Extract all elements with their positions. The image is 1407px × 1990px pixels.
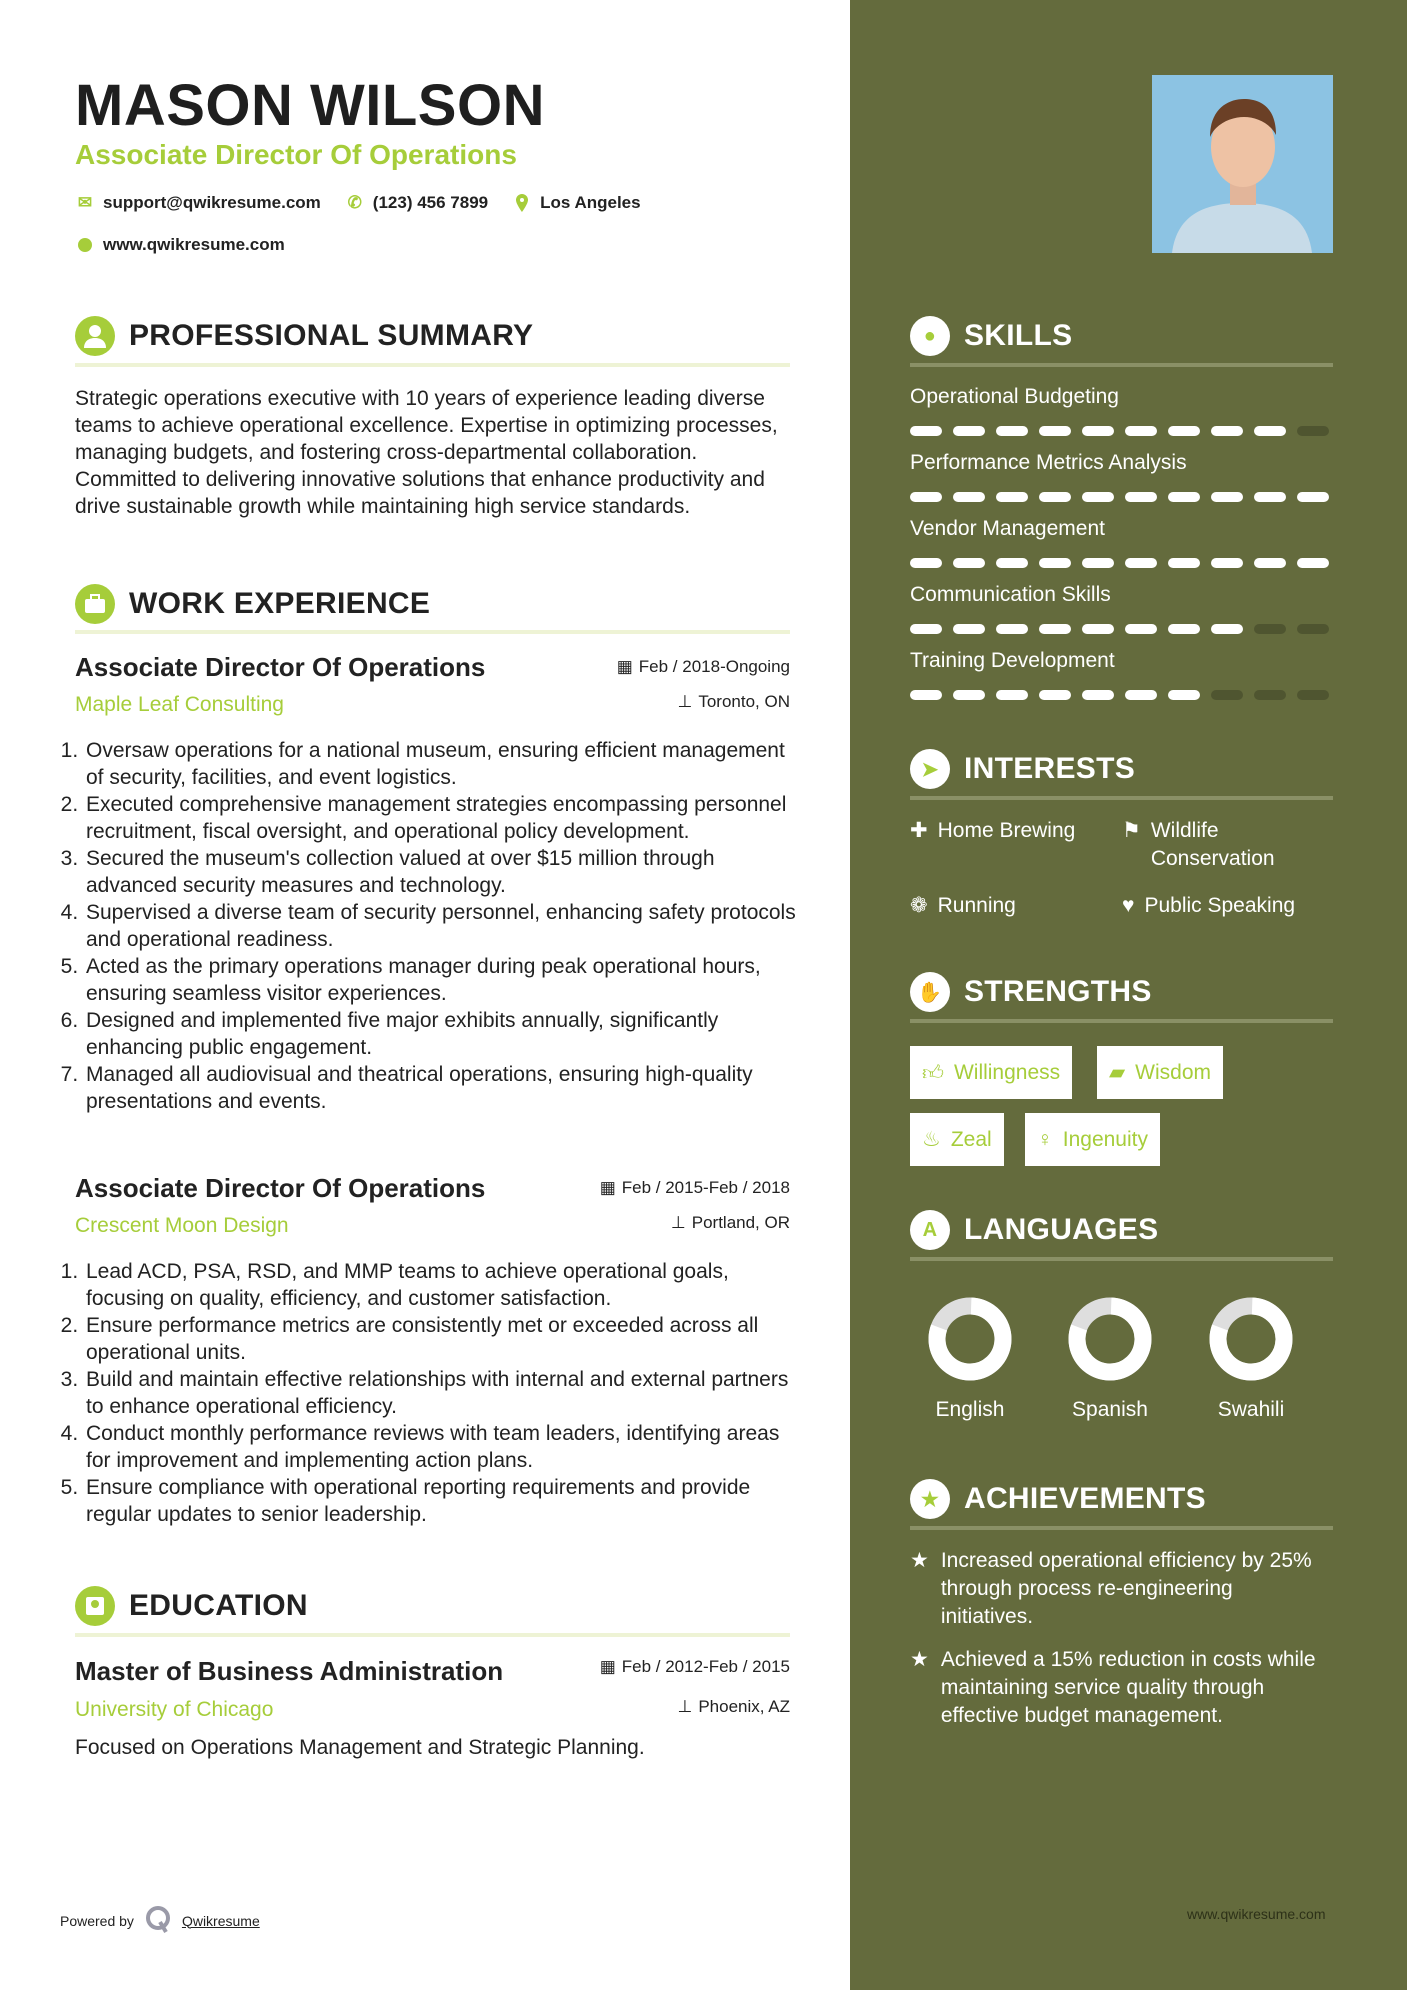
interest-label: Public Speaking xyxy=(1144,894,1296,917)
skill-dash xyxy=(1168,558,1200,568)
strength-chip xyxy=(1025,1113,1160,1166)
phone-icon: ✆ xyxy=(347,193,362,212)
skill-name: Vendor Management xyxy=(910,517,1105,540)
divider xyxy=(910,1019,1333,1023)
skills-heading-text: SKILLS xyxy=(964,319,1073,352)
job-bullet: 1. Lead ACD, PSA, RSD, and MMP teams to achieve operational goals, focusing on quality, efficiency, and customer satisfaction. xyxy=(84,1258,797,1312)
skill-dash xyxy=(910,492,942,502)
skill-dash xyxy=(996,558,1028,568)
lightbulb-icon: ♀ xyxy=(1037,1127,1053,1151)
school: University of Chicago xyxy=(75,1698,274,1721)
qwikresume-link[interactable]: Qwikresume xyxy=(181,1912,260,1929)
achievements-heading-text: ACHIEVEMENTS xyxy=(964,1482,1206,1515)
interest-label: Wildlife Conservation xyxy=(1150,819,1275,870)
skill-dash xyxy=(1168,624,1200,634)
interest-item xyxy=(1122,817,1322,873)
skill-dash xyxy=(1211,558,1243,568)
skill-dash xyxy=(1168,492,1200,502)
map-pin-icon xyxy=(512,193,532,213)
skill-dash xyxy=(1254,558,1286,568)
powered-by-text: Powered by xyxy=(60,1912,134,1929)
language-donut xyxy=(925,1294,1015,1384)
skill-dash xyxy=(996,426,1028,436)
summary-text: Strategic operations executive with 10 years of experience leading diverse teams to achieve operational excellence. Expertise in optimizing processes, managing budgets, and fostering cross-departmental collaboration. Committed to delivering innovative solutions that enhance productivity and drive sustainable growth while maintaining high service standards. xyxy=(75,387,778,518)
divider xyxy=(910,1257,1333,1261)
flag-icon: ⚑ xyxy=(1122,819,1141,842)
job-role: Associate Director Of Operations xyxy=(75,652,486,682)
calendar-icon: ▦ xyxy=(599,1178,616,1197)
skill-dash xyxy=(1039,624,1071,634)
skill-dash xyxy=(910,690,942,700)
skill-dash xyxy=(1125,558,1157,568)
star-icon: ★ xyxy=(910,1648,929,1671)
skill-dash xyxy=(1082,690,1114,700)
interest-item xyxy=(1122,892,1322,920)
skill-dash xyxy=(1211,624,1243,634)
pin-icon: ⊥ xyxy=(677,692,693,711)
summary-heading xyxy=(75,316,533,356)
strength-chip xyxy=(1097,1046,1223,1099)
strength-label: Wisdom xyxy=(1135,1060,1211,1084)
skill-dash xyxy=(953,690,985,700)
skill-dash xyxy=(1039,558,1071,568)
divider xyxy=(75,1633,790,1637)
language-donut xyxy=(1206,1294,1296,1384)
strength-label: Willingness xyxy=(953,1060,1061,1084)
strength-chip xyxy=(910,1046,1072,1099)
job-bullets xyxy=(67,737,797,1115)
job-bullet: 7. Managed all audiovisual and theatrical operations, ensuring high-quality presentations and events. xyxy=(84,1061,797,1115)
divider xyxy=(910,796,1333,800)
candidate-name: MASON WILSON xyxy=(75,73,545,138)
job-bullet: 2. Executed comprehensive management strategies encompassing personnel recruitment, fiscal oversight, and operational policy development. xyxy=(84,791,797,845)
skill-dash xyxy=(953,558,985,568)
job-company: Maple Leaf Consulting xyxy=(75,693,284,716)
user-icon xyxy=(75,316,115,356)
skill-dash xyxy=(1297,426,1329,436)
website-link[interactable]: www.qwikresume.com xyxy=(103,235,285,254)
job-bullet: 1. Oversaw operations for a national museum, ensuring efficient management of security, facilities, and event logistics. xyxy=(84,737,797,791)
skill-dash xyxy=(1082,426,1114,436)
skill-dash xyxy=(1125,690,1157,700)
summary-heading-text: PROFESSIONAL SUMMARY xyxy=(129,319,534,352)
work-heading-text: WORK EXPERIENCE xyxy=(129,587,431,620)
strengths-heading xyxy=(910,972,1152,1012)
interests-heading-text: INTERESTS xyxy=(964,752,1136,785)
job-bullet: 6. Designed and implemented five major exhibits annually, significantly enhancing public engagement. xyxy=(84,1007,797,1061)
job-bullet: 3. Secured the museum's collection valued at over $15 million through advanced security measures and technology. xyxy=(84,845,797,899)
graduate-icon xyxy=(75,1586,115,1626)
interests-heading xyxy=(910,749,1135,789)
fire-icon: ♨ xyxy=(922,1128,941,1151)
divider xyxy=(910,363,1333,367)
interest-item xyxy=(910,817,1110,845)
education-dates: ▦ Feb / 2012-Feb / 2015 xyxy=(599,1657,790,1676)
job-dates-text: Feb / 2015-Feb / 2018 xyxy=(621,1178,790,1197)
languages-heading-text: LANGUAGES xyxy=(964,1213,1159,1246)
interest-item xyxy=(910,892,1110,920)
skill-dash xyxy=(1297,690,1329,700)
divider xyxy=(910,1526,1333,1530)
achievements-heading xyxy=(910,1479,1206,1519)
footer-powered xyxy=(60,1904,260,1937)
skill-dash xyxy=(1297,492,1329,502)
language-icon: A xyxy=(910,1210,950,1250)
interest-label: Home Brewing xyxy=(937,819,1076,842)
divider xyxy=(75,363,790,367)
skill-dash xyxy=(1254,624,1286,634)
skill-dash xyxy=(953,492,985,502)
strengths-heading-text: STRENGTHS xyxy=(964,975,1152,1008)
skill-dash xyxy=(1125,492,1157,502)
languages-heading xyxy=(910,1210,1158,1250)
job-location xyxy=(678,692,790,712)
skill-dash xyxy=(1125,426,1157,436)
skill-level-bar xyxy=(910,426,1329,436)
skill-level-bar xyxy=(910,624,1329,634)
education-heading xyxy=(75,1586,308,1626)
pin-icon: ⊥ xyxy=(670,1213,686,1232)
puzzle-icon: ✚ xyxy=(910,819,928,842)
skill-name: Training Development xyxy=(910,649,1115,672)
skill-dash xyxy=(996,492,1028,502)
job-role: Associate Director Of Operations xyxy=(75,1173,486,1203)
skill-dash xyxy=(1125,624,1157,634)
skill-dash xyxy=(1211,426,1243,436)
envelope-icon: ✉ xyxy=(77,193,93,212)
job-dates-text: Feb / 2018-Ongoing xyxy=(638,657,790,676)
skill-dash xyxy=(1254,426,1286,436)
job-bullet: 4. Conduct monthly performance reviews with team leaders, identifying areas for improvement and implementing action plans. xyxy=(84,1420,797,1474)
job-location-text: Toronto, ON xyxy=(698,692,790,711)
skill-level-bar xyxy=(910,558,1329,568)
strength-label: Ingenuity xyxy=(1062,1127,1148,1151)
contact-row xyxy=(75,193,641,213)
degree: Master of Business Administration xyxy=(75,1656,504,1686)
briefcase-icon xyxy=(75,584,115,624)
interest-label: Running xyxy=(937,894,1016,917)
thumbs-up-icon: 👍︎ xyxy=(922,1061,944,1085)
job-bullet: 5. Ensure compliance with operational reporting requirements and provide regular updates to senior leadership. xyxy=(84,1474,797,1528)
globe-icon xyxy=(75,235,95,255)
divider xyxy=(75,630,790,634)
achievement-text: Achieved a 15% reduction in costs while maintaining service quality through effective budget management. xyxy=(940,1648,1316,1727)
skill-dash xyxy=(1039,492,1071,502)
skill-level-bar xyxy=(910,492,1329,502)
skill-dash xyxy=(910,624,942,634)
skill-dash xyxy=(910,558,942,568)
candidate-title: Associate Director Of Operations xyxy=(75,139,517,170)
skill-dash xyxy=(1168,426,1200,436)
achievement-item xyxy=(910,1547,1330,1631)
skills-heading xyxy=(910,316,1072,356)
education-heading-text: EDUCATION xyxy=(129,1589,308,1622)
heartbeat-icon: ♥ xyxy=(1122,894,1135,917)
paw-icon: ❁ xyxy=(910,894,928,917)
skill-name: Communication Skills xyxy=(910,583,1111,606)
job-location xyxy=(671,1213,790,1233)
education-location: ⊥ Phoenix, AZ xyxy=(677,1697,790,1716)
profile-photo xyxy=(1152,75,1333,253)
language-name: English xyxy=(935,1398,1005,1421)
calendar-icon: ▦ xyxy=(599,1657,616,1676)
skill-dash xyxy=(1211,492,1243,502)
job-bullets xyxy=(67,1258,797,1528)
skill-dash xyxy=(1082,492,1114,502)
skill-name: Operational Budgeting xyxy=(910,385,1119,408)
job-company: Crescent Moon Design xyxy=(75,1214,289,1237)
skill-dash xyxy=(1254,690,1286,700)
skill-dash xyxy=(953,624,985,634)
lightbulb-icon: ● xyxy=(910,316,950,356)
skill-dash xyxy=(996,624,1028,634)
hand-icon: ✋ xyxy=(910,972,950,1012)
skill-dash xyxy=(1211,690,1243,700)
skill-name: Performance Metrics Analysis xyxy=(910,451,1187,474)
paper-plane-icon: ➤ xyxy=(910,749,950,789)
achievement-item xyxy=(910,1646,1330,1730)
skill-dash xyxy=(1039,426,1071,436)
calendar-icon: ▦ xyxy=(616,657,633,676)
language-name: Swahili xyxy=(1217,1398,1285,1421)
pin-icon: ⊥ xyxy=(677,1697,693,1716)
footer-website[interactable]: www.qwikresume.com xyxy=(1187,1906,1326,1922)
skill-level-bar xyxy=(910,690,1329,700)
language-name: Spanish xyxy=(1072,1398,1148,1421)
qwikresume-logo-icon xyxy=(144,1904,172,1937)
language-donut xyxy=(1065,1294,1155,1384)
work-heading xyxy=(75,584,430,624)
skill-dash xyxy=(1039,690,1071,700)
skill-dash xyxy=(1082,624,1114,634)
book-icon: ▰ xyxy=(1109,1061,1126,1084)
skill-dash xyxy=(1297,558,1329,568)
skill-dash xyxy=(1254,492,1286,502)
strength-chip xyxy=(910,1113,1004,1166)
job-bullet: 5. Acted as the primary operations manager during peak operational hours, ensuring seamless visitor experiences. xyxy=(84,953,797,1007)
skill-dash xyxy=(953,426,985,436)
job-bullet: 3. Build and maintain effective relationships with internal and external partners to enhance operational efficiency. xyxy=(84,1366,797,1420)
education-description: Focused on Operations Management and Strategic Planning. xyxy=(75,1736,645,1759)
achievement-text: Increased operational efficiency by 25% through process re-engineering initiatives. xyxy=(940,1549,1312,1628)
job-bullet: 2. Ensure performance metrics are consistently met or exceeded across all operational units. xyxy=(84,1312,797,1366)
job-dates xyxy=(617,657,790,677)
email-link[interactable]: support@qwikresume.com xyxy=(103,193,321,212)
star-icon: ★ xyxy=(910,1549,929,1572)
skill-dash xyxy=(910,426,942,436)
job-dates xyxy=(600,1178,790,1198)
website-row xyxy=(75,235,285,255)
location-text: Los Angeles xyxy=(540,193,641,212)
skill-dash xyxy=(1168,690,1200,700)
job-bullet: 4. Supervised a diverse team of security personnel, enhancing safety protocols and operational readiness. xyxy=(84,899,797,953)
phone-text: (123) 456 7899 xyxy=(372,193,489,212)
skill-dash xyxy=(1297,624,1329,634)
skill-dash xyxy=(1082,558,1114,568)
strength-label: Zeal xyxy=(950,1127,992,1151)
star-badge-icon: ★ xyxy=(910,1479,950,1519)
job-location-text: Portland, OR xyxy=(691,1213,790,1232)
skill-dash xyxy=(996,690,1028,700)
